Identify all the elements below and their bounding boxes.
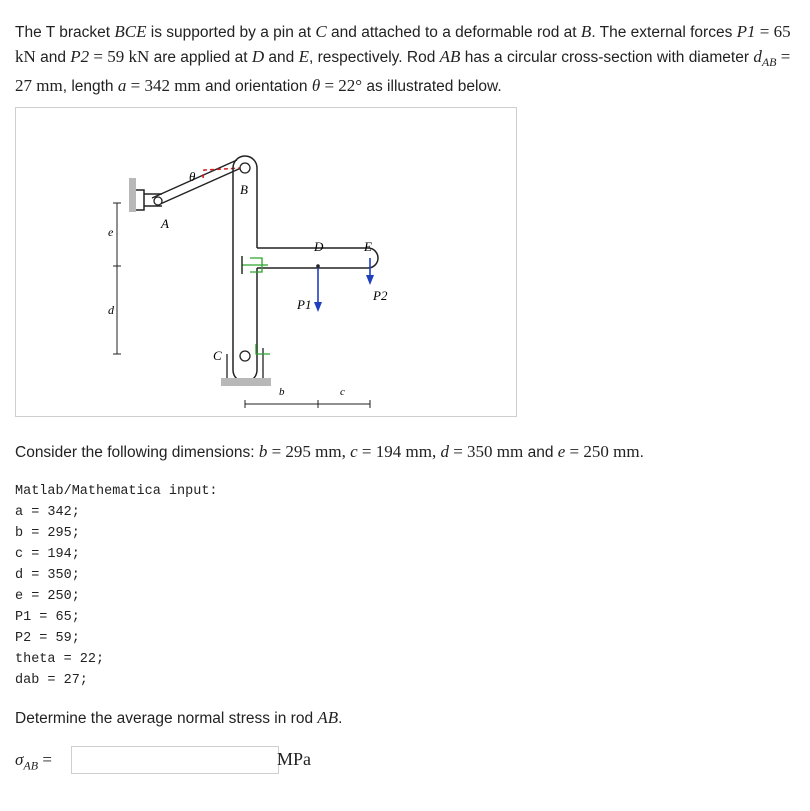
bracket-diagram <box>16 108 516 416</box>
math-e-value: = 250 mm <box>565 442 640 461</box>
pin-c <box>240 351 250 361</box>
math-d-value: = 350 mm <box>448 442 524 461</box>
text: The T bracket <box>15 24 115 41</box>
label-e: e <box>108 225 114 239</box>
math-e: e <box>557 442 566 461</box>
math-theta: θ <box>311 76 321 96</box>
math-b-value: = 295 mm, <box>267 442 351 461</box>
math-c-value: = 194 mm, <box>357 442 441 461</box>
question-text <box>15 706 342 731</box>
text: is supported by a pin at <box>146 24 316 41</box>
equals-sign: = <box>38 750 52 769</box>
vertical-member <box>233 168 257 370</box>
force-p2-arrowhead <box>366 275 374 285</box>
label-a: A <box>161 216 169 231</box>
math-d: D <box>251 47 265 66</box>
code-line: e = 250; <box>15 589 80 604</box>
point-d <box>316 264 320 268</box>
sigma-symbol: σ <box>15 750 24 769</box>
text: Consider the following dimensions: <box>15 444 259 461</box>
text: and <box>35 49 71 66</box>
text: and <box>523 444 558 461</box>
code-block <box>15 481 218 691</box>
label-d-point: D <box>314 239 324 254</box>
label-b: B <box>240 182 248 197</box>
text: and <box>264 49 299 66</box>
text: . The external forces <box>591 24 737 41</box>
math-p2: P2 <box>70 47 90 66</box>
text: . <box>639 444 644 461</box>
text: has a circular cross-section with diameter <box>460 49 754 66</box>
pin-b <box>240 163 250 173</box>
text: , length <box>62 78 118 96</box>
label-b-dim: b <box>279 386 285 398</box>
force-p1-arrowhead <box>314 302 322 312</box>
code-line: b = 295; <box>15 526 80 541</box>
text: and orientation <box>200 78 312 96</box>
wall-support <box>129 178 136 212</box>
rod-ab <box>152 160 241 205</box>
code-title: Matlab/Mathematica input: <box>15 484 218 499</box>
text: . <box>338 710 343 727</box>
text: and attached to a deformable rod at <box>326 24 581 41</box>
code-line: P1 = 65; <box>15 610 80 625</box>
bracket-figure <box>15 107 517 417</box>
code-line: c = 194; <box>15 547 80 562</box>
code-line: a = 342; <box>15 505 80 520</box>
text: , respectively. Rod <box>308 49 440 66</box>
math-a-value: = 342 mm <box>126 76 201 96</box>
math-p2-value: = 59 kN <box>89 47 150 66</box>
green-clip-arm <box>242 256 268 274</box>
answer-unit: MPa <box>277 749 312 769</box>
math-dab: d <box>753 47 762 66</box>
math-dab-value: = 27 mm <box>15 47 791 96</box>
label-p2: P2 <box>373 288 388 303</box>
math-ab: AB <box>317 708 339 727</box>
label-c-dim: c <box>340 386 345 398</box>
math-d: d <box>440 442 449 461</box>
label-d: d <box>108 303 114 317</box>
code-line: theta = 22; <box>15 652 105 667</box>
answer-input[interactable] <box>71 746 279 774</box>
math-c: c <box>350 442 358 461</box>
label-p1: P1 <box>297 297 312 312</box>
math-ab: AB <box>439 47 461 66</box>
answer-label <box>15 750 52 773</box>
clevis-a <box>136 190 144 210</box>
dimensions-statement <box>15 440 800 465</box>
text: Determine the average normal stress in rod <box>15 710 318 727</box>
code-line: d = 350; <box>15 568 80 583</box>
label-c: C <box>213 348 222 363</box>
math-b: b <box>258 442 268 461</box>
math-p1: P1 <box>736 22 756 41</box>
text: are applied at <box>149 49 252 66</box>
math-theta-value: = 22° <box>320 76 363 96</box>
ground-support <box>221 378 271 386</box>
math-bce: BCE <box>114 22 147 41</box>
label-theta: θ <box>189 169 196 184</box>
problem-statement <box>15 20 800 99</box>
text: as illustrated below. <box>362 78 502 96</box>
code-line: P2 = 59; <box>15 631 80 646</box>
code-line: dab = 27; <box>15 673 88 688</box>
sigma-subscript: AB <box>23 758 39 773</box>
math-p1-value: = 65 kN <box>15 22 791 66</box>
math-c: C <box>315 22 327 41</box>
math-dab-sub: AB <box>761 55 777 70</box>
math-a: a <box>117 76 127 96</box>
math-b: B <box>580 22 592 41</box>
label-e-point: E <box>364 239 372 254</box>
math-e: E <box>298 47 309 66</box>
pin-a <box>154 197 162 205</box>
